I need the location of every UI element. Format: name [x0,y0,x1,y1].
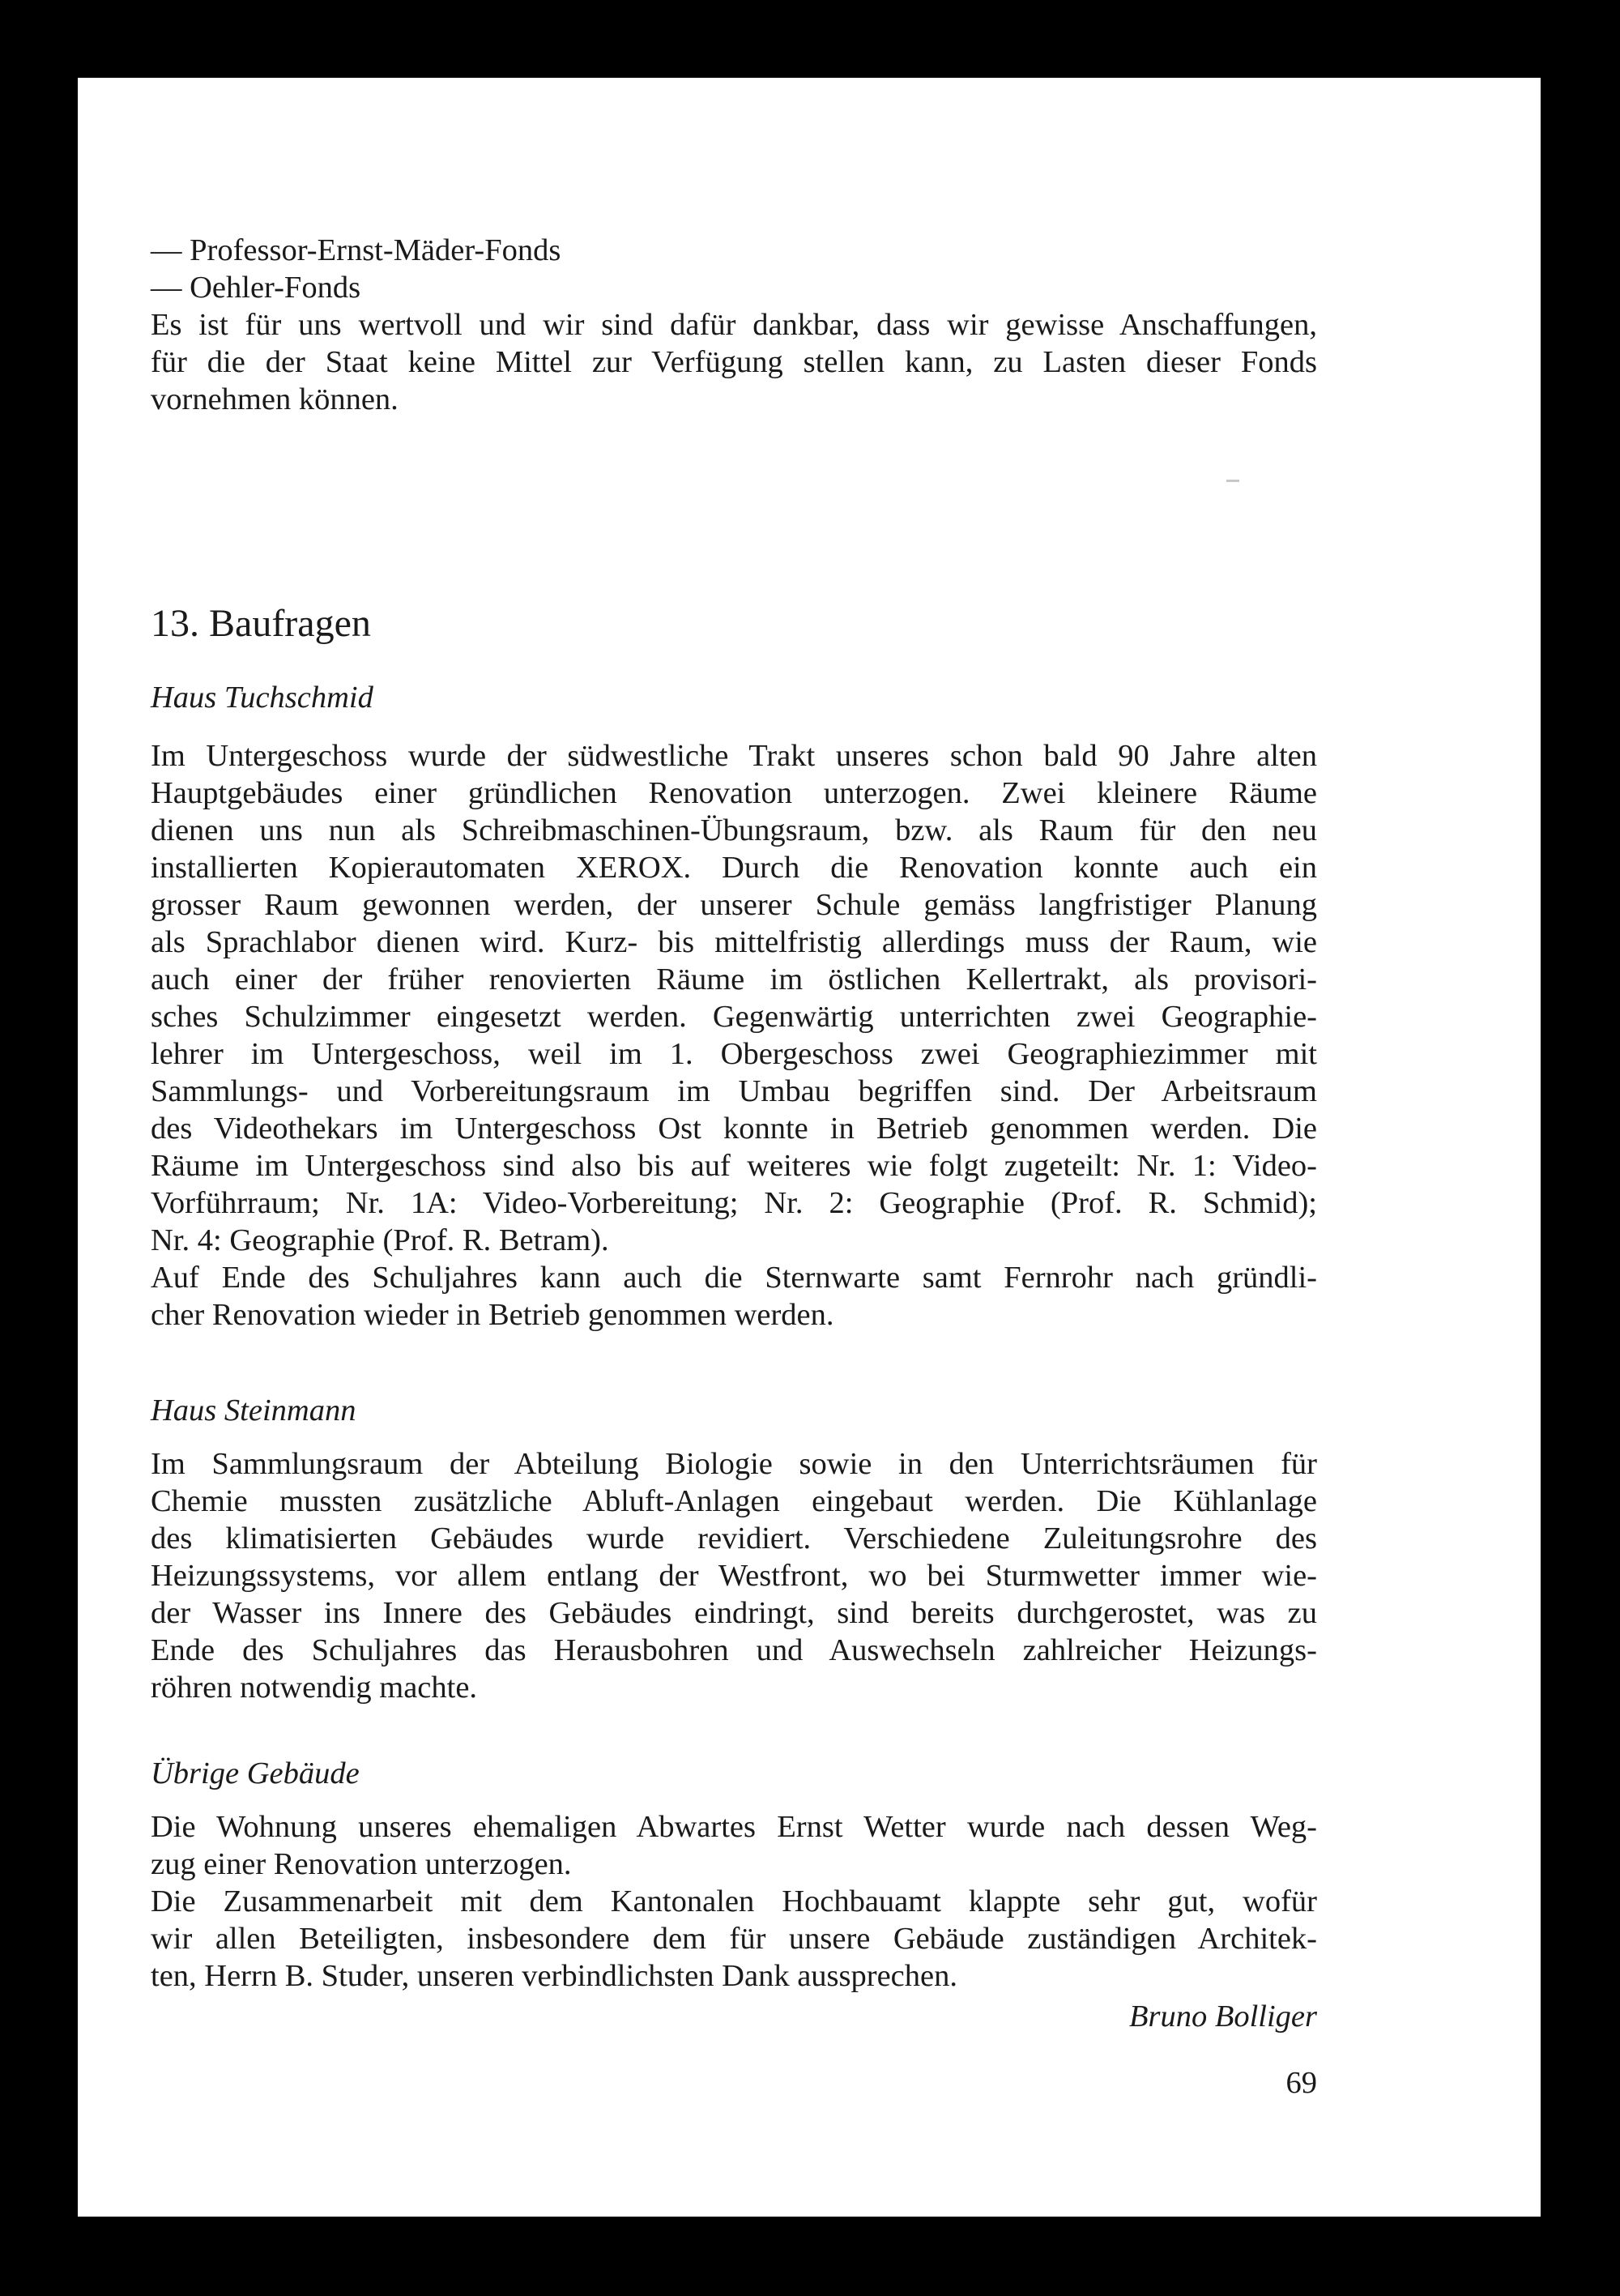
text-line: Im Untergeschoss wurde der südwestliche Trakt unseres schon bald 90 Jahre alten [151,739,1317,773]
text-line: vornehmen können. [151,382,399,416]
text-line: Im Sammlungsraum der Abteilung Biologie sowie in den Unterrichtsräumen für [151,1447,1317,1481]
text-line: Die Zusammenarbeit mit dem Kantonalen Hochbauamt klappte sehr gut, wofür [151,1884,1317,1918]
text-line: Die Wohnung unseres ehemaligen Abwartes Ernst Wetter wurde nach dessen Weg- [151,1810,1317,1844]
text-line: ten, Herrn B. Studer, unseren verbindlichsten Dank aussprechen. [151,1959,957,1993]
subheading-uebrige: Übrige Gebäude [151,1756,360,1790]
text-line: auch einer der früher renovierten Räume im östlichen Kellertrakt, als provisori- [151,962,1317,996]
text-line: Heizungssystems, vor allem entlang der Westfront, wo bei Sturmwetter immer wie- [151,1559,1317,1593]
text-line: der Wasser ins Innere des Gebäudes eindringt, sind bereits durchgerostet, was zu [151,1596,1317,1630]
text-line: des klimatisierten Gebäudes wurde revidiert. Verschiedene Zuleitungsrohre des [151,1521,1317,1556]
text-line: cher Renovation wieder in Betrieb genommen werden. [151,1298,834,1332]
fund-item: — Professor-Ernst-Mäder-Fonds [151,233,561,267]
text-line: dienen uns nun als Schreibmaschinen-Übungsraum, bzw. als Raum für den neu [151,813,1317,847]
subheading-tuchschmid: Haus Tuchschmid [151,681,373,715]
text-line: Sammlungs- und Vorbereitungsraum im Umbau begriffen sind. Der Arbeitsraum [151,1074,1317,1108]
text-line: Hauptgebäudes einer gründlichen Renovation unterzogen. Zwei kleinere Räume [151,776,1317,810]
text-line: wir allen Beteiligten, insbesondere dem für unsere Gebäude zuständigen Architek- [151,1922,1317,1956]
text-line: Nr. 4: Geographie (Prof. R. Betram). [151,1223,609,1257]
text-line: Räume im Untergeschoss sind also bis auf weiteres wie folgt zugeteilt: Nr. 1: Video- [151,1149,1317,1183]
subheading-steinmann: Haus Steinmann [151,1393,356,1428]
text-line: grosser Raum gewonnen werden, der unserer Schule gemäss langfristiger Planung [151,888,1317,922]
intro-block [151,232,1317,418]
paragraph-uebrige [151,1808,1317,1995]
paragraph-steinmann [151,1445,1317,1706]
fund-item: — Oehler-Fonds [151,271,361,305]
text-line: zug einer Renovation unterzogen. [151,1847,572,1881]
text-line: installierten Kopierautomaten XEROX. Durch die Renovation konnte auch ein [151,851,1317,885]
scan-mark [1226,480,1239,482]
text-line: Auf Ende des Schuljahres kann auch die Sternwarte samt Fernrohr nach gründli- [151,1261,1317,1295]
text-line: lehrer im Untergeschoss, weil im 1. Obergeschoss zwei Geographiezimmer mit [151,1037,1317,1071]
document-page [78,78,1541,2217]
text-line: des Videothekars im Untergeschoss Ost konnte in Betrieb genommen werden. Die [151,1112,1317,1146]
text-line: für die der Staat keine Mittel zur Verfügung stellen kann, zu Lasten dieser Fonds [151,345,1317,379]
text-line: sches Schulzimmer eingesetzt werden. Gegenwärtig unterrichten zwei Geographie- [151,1000,1317,1034]
text-line: Vorführraum; Nr. 1A: Video-Vorbereitung; Nr. 2: Geographie (Prof. R. Schmid); [151,1186,1317,1220]
author-signature: Bruno Bolliger [1128,1999,1317,2034]
text-line: Es ist für uns wertvoll und wir sind dafür dankbar, dass wir gewisse Anschaffungen, [151,308,1317,342]
text-line: als Sprachlabor dienen wird. Kurz- bis mittelfristig allerdings muss der Raum, wie [151,925,1317,959]
text-line: Chemie mussten zusätzliche Abluft-Anlagen eingebaut werden. Die Kühlanlage [151,1484,1317,1518]
page-number: 69 [1285,2066,1317,2100]
text-line: Ende des Schuljahres das Herausbohren und Auswechseln zahlreicher Heizungs- [151,1633,1317,1667]
section-title: 13. Baufragen [151,602,371,645]
text-line: röhren notwendig machte. [151,1671,478,1705]
paragraph-tuchschmid [151,737,1317,1334]
